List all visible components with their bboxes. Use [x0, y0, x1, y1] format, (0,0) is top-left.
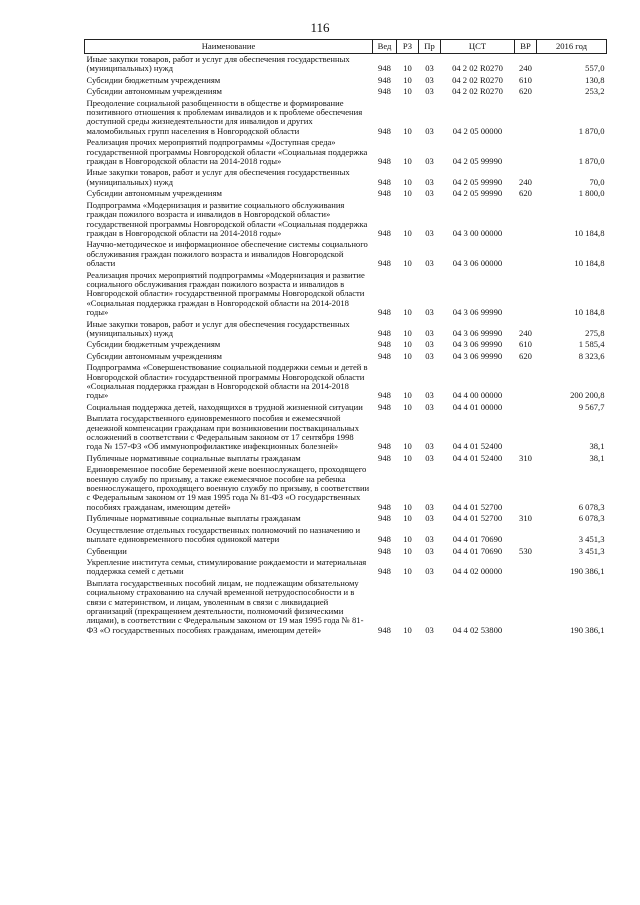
row-ved: 948	[378, 307, 391, 318]
table-row	[85, 75, 607, 86]
row-pr: 03	[425, 401, 434, 412]
row-cst: 04 4 02 00000	[452, 566, 503, 577]
row-sum: 6 078,3	[578, 513, 605, 524]
row-pr: 03	[425, 350, 434, 361]
row-name: Субсидии автономным учреждениям	[86, 188, 222, 199]
table-body	[85, 54, 607, 637]
table-row	[85, 137, 607, 167]
row-pr: 03	[425, 74, 434, 85]
row-cst: 04 3 06 99990	[452, 350, 503, 361]
row-vr	[515, 239, 537, 269]
row-rz: 10	[403, 188, 412, 199]
row-sum: 200 200,8	[570, 390, 605, 401]
row-vr	[515, 557, 537, 578]
row-rz: 10	[403, 452, 412, 463]
row-vr: 620	[519, 86, 532, 97]
row-cst: 04 4 01 52700	[452, 501, 503, 512]
header-cst: ЦСТ	[441, 40, 515, 54]
table-row	[85, 464, 607, 513]
row-vr: 240	[519, 327, 532, 338]
row-rz: 10	[403, 624, 412, 635]
row-rz: 10	[403, 350, 412, 361]
table-row	[85, 98, 607, 138]
table-row	[85, 453, 607, 464]
row-cst: 04 3 00 00000	[452, 227, 503, 238]
row-sum: 190 386,1	[570, 624, 605, 635]
row-cst: 04 3 06 99990	[452, 339, 503, 350]
row-name: Субсидии автономным учреждениям	[86, 350, 222, 361]
row-rz: 10	[403, 156, 412, 167]
row-name: Публичные нормативные социальные выплаты гражданам	[86, 513, 301, 524]
row-name: Осуществление отдельных государственных полномочий по назначению и выплате единовременного пособия одинокой матери	[86, 524, 361, 545]
row-rz: 10	[403, 63, 412, 74]
row-cst: 04 4 01 70690	[452, 545, 503, 556]
row-rz: 10	[403, 258, 412, 269]
row-pr: 03	[425, 339, 434, 350]
row-name: Публичные нормативные социальные выплаты гражданам	[86, 452, 301, 463]
row-cst: 04 3 06 00000	[452, 258, 503, 269]
row-name: Подпрограмма «Модернизация и развитие социального обслуживания граждан пожилого возраста и инвалидов в Новгородской области» государственной программы Новгородской области «Социальная поддержка граждан в Новгородской области на 2014-2018 годы»	[86, 199, 368, 238]
row-name: Преодоление социальной разобщенности в обществе и формирование позитивного отношения к проблемам инвалидов и к проблеме обеспечения доступной среды жизнедеятельности для инвалидов и других маломобильных групп населения в Новгородской области	[86, 97, 363, 136]
row-sum: 38,1	[589, 441, 605, 452]
row-pr: 03	[425, 513, 434, 524]
row-vr	[515, 413, 537, 453]
row-rz: 10	[403, 327, 412, 338]
row-vr: 240	[519, 63, 532, 74]
row-sum: 70,0	[589, 176, 605, 187]
row-pr: 03	[425, 534, 434, 545]
row-rz: 10	[403, 125, 412, 136]
row-rz: 10	[403, 339, 412, 350]
row-cst: 04 2 05 99990	[452, 176, 503, 187]
table-row	[85, 167, 607, 188]
row-name: Субсидии бюджетным учреждениям	[86, 339, 221, 350]
header-rz: РЗ	[397, 40, 419, 54]
row-rz: 10	[403, 227, 412, 238]
row-vr: 310	[519, 452, 532, 463]
table-row	[85, 188, 607, 199]
row-name: Укрепление института семьи, стимулирование рождаемости и материальная поддержка семей с детьми	[86, 556, 367, 577]
table-header-row	[85, 40, 607, 54]
table-row	[85, 319, 607, 340]
row-sum: 190 386,1	[570, 566, 605, 577]
row-vr	[515, 525, 537, 546]
row-pr: 03	[425, 390, 434, 401]
row-ved: 948	[378, 452, 391, 463]
row-cst: 04 3 06 99990	[452, 327, 503, 338]
row-ved: 948	[378, 86, 391, 97]
row-name: Реализация прочих мероприятий подпрограммы «Модернизация и развитие социального обслуживания граждан пожилого возраста и инвалидов в Новгородской области» государственной программы Новгородской области «Социальная поддержка граждан в Новгородской области на 2014-2018 годы»	[86, 269, 365, 318]
row-cst: 04 2 05 99990	[452, 188, 503, 199]
row-ved: 948	[378, 513, 391, 524]
row-ved: 948	[378, 390, 391, 401]
row-vr: 530	[519, 545, 532, 556]
row-ved: 948	[378, 441, 391, 452]
row-vr	[515, 578, 537, 636]
row-cst: 04 4 01 52400	[452, 452, 503, 463]
page-number: 116	[310, 20, 330, 35]
table-row	[85, 578, 607, 636]
row-cst: 04 4 02 53800	[452, 624, 503, 635]
row-pr: 03	[425, 307, 434, 318]
row-rz: 10	[403, 176, 412, 187]
row-name: Реализация прочих мероприятий подпрограммы «Доступная среда» государственной программы Новгородской области «Социальная поддержка граждан в Новгородской области на 2014-2018 годы»	[86, 137, 368, 167]
row-ved: 948	[378, 258, 391, 269]
table-row	[85, 339, 607, 350]
row-vr: 240	[519, 176, 532, 187]
row-vr	[515, 402, 537, 413]
row-cst: 04 4 01 70690	[452, 534, 503, 545]
row-sum: 6 078,3	[578, 501, 605, 512]
row-pr: 03	[425, 86, 434, 97]
row-pr: 03	[425, 176, 434, 187]
row-pr: 03	[425, 327, 434, 338]
row-rz: 10	[403, 513, 412, 524]
row-rz: 10	[403, 390, 412, 401]
row-ved: 948	[378, 176, 391, 187]
row-name: Субсидии бюджетным учреждениям	[86, 74, 221, 85]
header-pr: Пр	[419, 40, 441, 54]
row-pr: 03	[425, 125, 434, 136]
row-name: Выплата государственного единовременного пособия и ежемесячной денежной компенсации гражданам при возникновении поствакцинальных осложнений в соответствии с Федеральным законом от 17 сентября 1998 года № 157-ФЗ «Об иммунопрофилактике инфекционных болезней»	[86, 413, 359, 452]
row-ved: 948	[378, 74, 391, 85]
row-pr: 03	[425, 441, 434, 452]
row-cst: 04 2 05 99990	[452, 156, 503, 167]
row-cst: 04 4 01 52400	[452, 441, 503, 452]
row-ved: 948	[378, 339, 391, 350]
row-name: Субвенции	[86, 545, 127, 556]
row-cst: 04 2 02 R0270	[452, 74, 503, 85]
row-sum: 1 870,0	[578, 156, 605, 167]
row-sum: 130,8	[585, 74, 605, 85]
row-pr: 03	[425, 501, 434, 512]
row-pr: 03	[425, 545, 434, 556]
table-row	[85, 402, 607, 413]
row-sum: 253,2	[585, 86, 605, 97]
row-vr	[515, 200, 537, 240]
header-vr: ВР	[515, 40, 537, 54]
row-vr: 610	[519, 74, 532, 85]
table-row	[85, 413, 607, 453]
row-vr	[515, 270, 537, 319]
row-ved: 948	[378, 350, 391, 361]
row-name: Подпрограмма «Совершенствование социальной поддержки семьи и детей в Новгородской области» государственной программы Новгородской области «Социальная поддержка граждан в Новгородской области на 2014-2018 годы»	[86, 362, 368, 401]
row-ved: 948	[378, 125, 391, 136]
row-ved: 948	[378, 624, 391, 635]
row-rz: 10	[403, 86, 412, 97]
header-ved: Вед	[373, 40, 397, 54]
row-cst: 04 4 01 52700	[452, 513, 503, 524]
row-cst: 04 2 05 00000	[452, 125, 503, 136]
row-ved: 948	[378, 501, 391, 512]
row-sum: 275,8	[585, 327, 605, 338]
table-row	[85, 351, 607, 362]
row-pr: 03	[425, 566, 434, 577]
row-rz: 10	[403, 307, 412, 318]
row-cst: 04 4 01 00000	[452, 401, 503, 412]
row-pr: 03	[425, 63, 434, 74]
row-sum: 3 451,3	[578, 534, 605, 545]
table-row	[85, 525, 607, 546]
row-sum: 9 567,7	[578, 401, 605, 412]
row-vr	[515, 362, 537, 402]
row-sum: 38,1	[589, 452, 605, 463]
table-row	[85, 513, 607, 524]
row-name: Иные закупки товаров, работ и услуг для обеспечения государственных (муниципальных) нужд	[86, 318, 350, 338]
row-pr: 03	[425, 624, 434, 635]
row-vr: 620	[519, 188, 532, 199]
table-row	[85, 362, 607, 402]
row-ved: 948	[378, 227, 391, 238]
row-name: Иные закупки товаров, работ и услуг для обеспечения государственных (муниципальных) нужд	[86, 167, 350, 187]
row-rz: 10	[403, 545, 412, 556]
table-row	[85, 239, 607, 269]
row-name: Единовременное пособие беременной жене военнослужащего, проходящего военную службу по призыву, а также ежемесячное пособие на ребенка военнослужащего, проходящего военную службу по призыву, в соответствии с Федеральным законом от 19 мая 1995 года № 81-ФЗ «О государственных пособиях гражданам, имеющим детей»	[86, 464, 370, 512]
row-cst: 04 2 02 R0270	[452, 86, 503, 97]
row-sum: 10 184,8	[574, 227, 605, 238]
row-pr: 03	[425, 188, 434, 199]
row-cst: 04 4 00 00000	[452, 390, 503, 401]
row-ved: 948	[378, 63, 391, 74]
row-ved: 948	[378, 327, 391, 338]
header-sum: 2016 год	[537, 40, 607, 54]
row-cst: 04 3 06 99990	[452, 307, 503, 318]
row-vr: 310	[519, 513, 532, 524]
budget-table	[84, 39, 607, 636]
row-ved: 948	[378, 534, 391, 545]
row-sum: 8 323,6	[578, 350, 605, 361]
row-name: Иные закупки товаров, работ и услуг для обеспечения государственных (муниципальных) нужд	[86, 54, 350, 74]
row-pr: 03	[425, 258, 434, 269]
row-rz: 10	[403, 534, 412, 545]
row-rz: 10	[403, 74, 412, 85]
row-cst: 04 2 02 R0270	[452, 63, 503, 74]
table-row	[85, 86, 607, 97]
table-row	[85, 54, 607, 75]
row-ved: 948	[378, 401, 391, 412]
row-sum: 10 184,8	[574, 307, 605, 318]
row-sum: 557,0	[585, 63, 605, 74]
row-pr: 03	[425, 452, 434, 463]
row-rz: 10	[403, 566, 412, 577]
table-row	[85, 270, 607, 319]
row-name: Выплата государственных пособий лицам, не подлежащим обязательному социальному страхованию на случай временной нетрудоспособности и в связи с материнством, и лицам, уволенным в связи с ликвидацией организаций (прекращением деятельности, полномочий физическими лицами), в соответствии с Федеральным законом от 19 мая 1995 года № 81-ФЗ «О государственных пособиях гражданам, имеющим детей»	[86, 577, 364, 635]
row-ved: 948	[378, 566, 391, 577]
row-name: Субсидии автономным учреждениям	[86, 86, 222, 97]
row-rz: 10	[403, 401, 412, 412]
row-rz: 10	[403, 441, 412, 452]
row-ved: 948	[378, 156, 391, 167]
header-name: Наименование	[85, 40, 373, 54]
table-row	[85, 557, 607, 578]
row-ved: 948	[378, 545, 391, 556]
row-vr	[515, 464, 537, 513]
row-name: Научно-методическое и информационное обеспечение системы социального обслуживания граждан пожилого возраста и инвалидов Новгородской области	[86, 239, 368, 269]
row-vr: 610	[519, 339, 532, 350]
row-name: Социальная поддержка детей, находящихся в трудной жизненной ситуации	[86, 401, 363, 412]
row-vr: 620	[519, 350, 532, 361]
row-ved: 948	[378, 188, 391, 199]
row-vr	[515, 98, 537, 138]
row-pr: 03	[425, 227, 434, 238]
row-pr: 03	[425, 156, 434, 167]
row-sum: 1 585,4	[578, 339, 605, 350]
row-sum: 3 451,3	[578, 545, 605, 556]
table-row	[85, 546, 607, 557]
row-sum: 1 800,0	[578, 188, 605, 199]
row-vr	[515, 137, 537, 167]
row-sum: 10 184,8	[574, 258, 605, 269]
row-rz: 10	[403, 501, 412, 512]
table-row	[85, 200, 607, 240]
row-sum: 1 870,0	[578, 125, 605, 136]
